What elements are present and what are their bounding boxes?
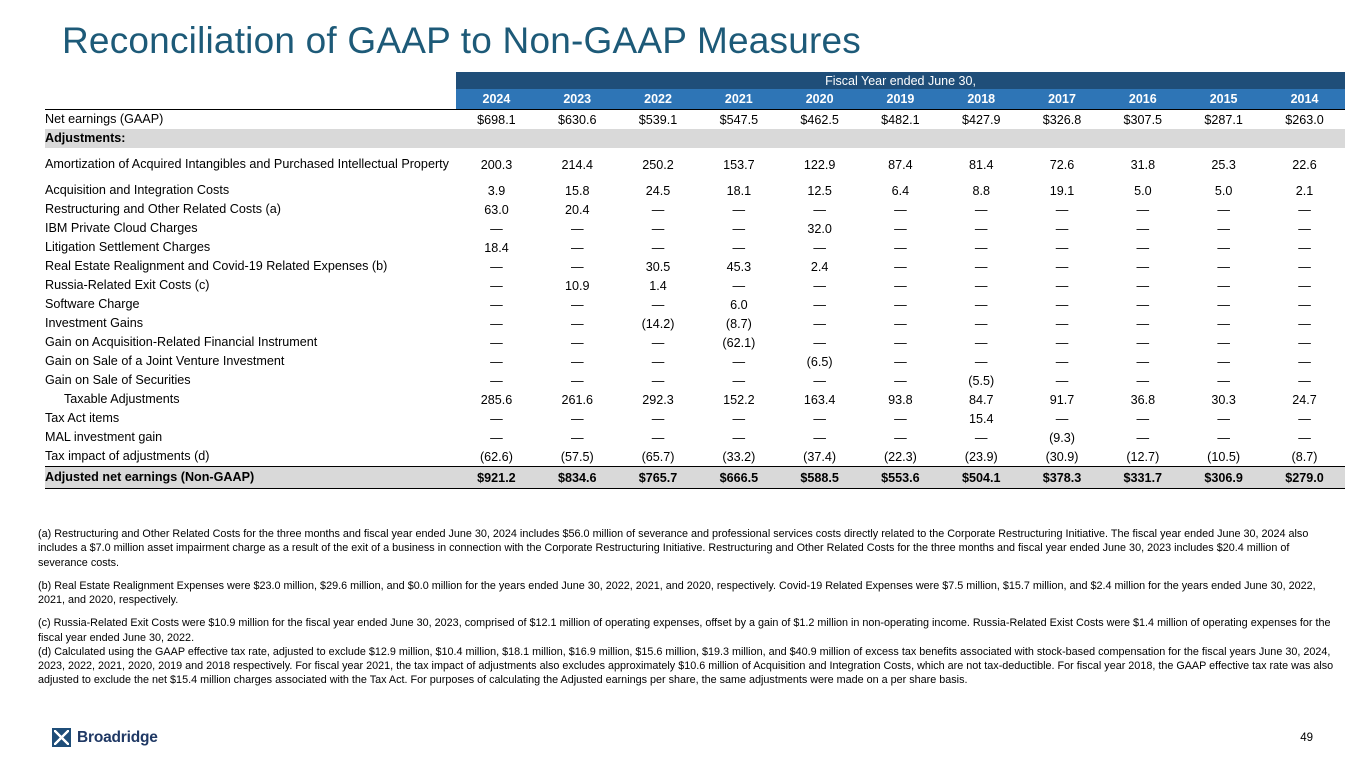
cell-12-2018: 84.7 — [968, 392, 994, 407]
cell-net-earnings-2021: $547.5 — [698, 110, 779, 130]
cell-10-2020: (6.5) — [806, 354, 833, 369]
cell-13-2021: — — [732, 411, 746, 426]
cell-7-2021: 6.0 — [730, 297, 748, 312]
cell-12-2024: 285.6 — [480, 392, 513, 407]
cell-11-2024: — — [490, 373, 503, 388]
cell-0-2020: 122.9 — [803, 157, 836, 172]
cell-7-2023: — — [570, 297, 584, 312]
row-net-earnings — [45, 110, 1345, 130]
cell-14-2018: — — [974, 430, 988, 445]
year-header-2019: 2019 — [860, 89, 941, 110]
table-units-note-cell — [45, 72, 456, 89]
cell-13-2024: — — [490, 411, 503, 426]
cell-7-2014: — — [1298, 297, 1311, 312]
cell-adjusted-2021: $666.5 — [698, 467, 779, 489]
cell-7-2017: — — [1055, 297, 1069, 312]
cell-6-2014: — — [1298, 278, 1311, 293]
page-number: 49 — [1300, 732, 1313, 744]
cell-1-2019: 6.4 — [891, 183, 910, 198]
cell-10-2024: — — [490, 354, 503, 369]
row-label: IBM Private Cloud Charges — [45, 220, 198, 235]
cell-10-2019: — — [894, 354, 907, 369]
table-header-years — [45, 89, 1345, 110]
cell-12-2014: 24.7 — [1292, 392, 1317, 407]
table-row — [45, 148, 1345, 181]
page-title: Reconciliation of GAAP to Non-GAAP Measures — [62, 20, 862, 61]
cell-3-2019: — — [894, 221, 907, 236]
year-header-2020: 2020 — [779, 89, 860, 110]
cell-14-2023: — — [570, 430, 584, 445]
cell-13-2022: — — [651, 411, 665, 426]
table-row — [45, 219, 1345, 238]
row-label: Tax impact of adjustments (d) — [45, 448, 210, 463]
cell-3-2014: — — [1298, 221, 1311, 236]
cell-7-2019: — — [894, 297, 907, 312]
cell-10-2022: — — [651, 354, 665, 369]
cell-net-earnings-2016: $307.5 — [1102, 110, 1183, 130]
row-label: Gain on Acquisition-Related Financial Instrument — [45, 334, 318, 349]
cell-6-2019: — — [894, 278, 907, 293]
cell-5-2022: 30.5 — [645, 259, 671, 274]
cell-2-2021: — — [732, 202, 746, 217]
cell-0-2015: 25.3 — [1211, 157, 1236, 172]
cell-1-2014: 2.1 — [1295, 183, 1314, 198]
row-label: Russia-Related Exit Costs (c) — [45, 277, 210, 292]
cell-0-2019: 87.4 — [888, 157, 913, 172]
cell-3-2021: — — [732, 221, 746, 236]
cell-net-earnings-2018: $427.9 — [941, 110, 1022, 130]
cell-12-2020: 163.4 — [803, 392, 836, 407]
cell-14-2015: — — [1217, 430, 1230, 445]
cell-net-earnings-2015: $287.1 — [1183, 110, 1264, 130]
cell-3-2022: — — [651, 221, 665, 236]
cell-15-2018: (23.9) — [964, 449, 998, 464]
row-label: Gain on Sale of Securities — [45, 372, 191, 387]
cell-14-2019: — — [894, 430, 907, 445]
year-header-2023: 2023 — [537, 89, 618, 110]
cell-8-2023: — — [570, 316, 584, 331]
footnote-b: (b) Real Estate Realignment Expenses were $23.0 million, $29.6 million, and $0.0 million for the years ended June 30, 2022, 2021, and 2020, respectively. Covid-19 Related Expenses were $7.5 million, $15.7 million, and $2.4 million for the years ended June 30, 2022, 2021, and 2020, respectively. — [38, 579, 1316, 606]
cell-13-2023: — — [570, 411, 584, 426]
cell-0-2022: 250.2 — [642, 157, 674, 172]
cell-2-2022: — — [651, 202, 665, 217]
cell-6-2015: — — [1217, 278, 1230, 293]
cell-2-2017: — — [1055, 202, 1069, 217]
cell-7-2020: — — [813, 297, 826, 312]
cell-net-earnings-2022: $539.1 — [618, 110, 699, 130]
cell-5-2016: — — [1136, 259, 1150, 274]
table-header-fiscal-year — [45, 72, 1345, 89]
cell-14-2020: — — [813, 430, 826, 445]
cell-net-earnings-2017: $326.8 — [1022, 110, 1103, 130]
cell-11-2014: — — [1298, 373, 1311, 388]
cell-empty — [1022, 129, 1103, 148]
cell-3-2016: — — [1136, 221, 1150, 236]
cell-11-2019: — — [894, 373, 907, 388]
cell-12-2017: 91.7 — [1049, 392, 1075, 407]
table-row — [45, 333, 1345, 352]
row-adjustments-header — [45, 129, 1345, 148]
cell-13-2019: — — [894, 411, 907, 426]
cell-9-2018: — — [974, 335, 988, 350]
cell-12-2023: 261.6 — [561, 392, 593, 407]
cell-11-2016: — — [1136, 373, 1150, 388]
cell-5-2017: — — [1055, 259, 1069, 274]
cell-3-2018: — — [974, 221, 988, 236]
row-label: Net earnings (GAAP) — [45, 110, 456, 130]
footnote-d: (d) Calculated using the GAAP effective tax rate, adjusted to exclude $12.9 million, $10.4 million, $18.1 million, $16.9 million, $15.6 million, $19.3 million, and $40.9 million of excess tax benefits associated with stock-based compensation for the fiscal years June 30, 2024, 2023, 2022, 2021, 2020, 2019 and 2018 respectively. For fiscal year 2021, the tax impact of adjustments also excludes approximately $10.6 million of Acquisition and Integration Costs, which are not tax-deductible. For fiscal year 2018, the GAAP effective tax rate was also adjusted to exclude the net $15.4 million charges associated with the Tax Act. For purposes of calculating the Adjusted earnings per share, the same adjustments were made on a per share basis. — [38, 645, 1334, 687]
cell-5-2018: — — [974, 259, 988, 274]
cell-4-2021: — — [732, 240, 746, 255]
table-row — [45, 181, 1345, 200]
table-row — [45, 371, 1345, 390]
cell-10-2016: — — [1136, 354, 1150, 369]
cell-10-2021: — — [732, 354, 746, 369]
cell-2-2015: — — [1217, 202, 1230, 217]
cell-5-2021: 45.3 — [726, 259, 752, 274]
cell-12-2022: 292.3 — [642, 392, 674, 407]
cell-0-2023: 214.4 — [561, 157, 593, 172]
cell-5-2023: — — [570, 259, 584, 274]
cell-2-2020: — — [813, 202, 826, 217]
cell-1-2015: 5.0 — [1214, 183, 1233, 198]
broadridge-logo — [52, 728, 158, 747]
cell-1-2020: 12.5 — [807, 183, 832, 198]
table-row — [45, 295, 1345, 314]
cell-9-2023: — — [570, 335, 584, 350]
row-label: Amortization of Acquired Intangibles and Purchased Intellectual Property — [45, 156, 449, 171]
row-label: Investment Gains — [45, 315, 143, 330]
cell-4-2016: — — [1136, 240, 1150, 255]
row-label: Acquisition and Integration Costs — [45, 182, 230, 197]
cell-0-2016: 31.8 — [1130, 157, 1156, 172]
cell-8-2016: — — [1136, 316, 1150, 331]
cell-4-2020: — — [813, 240, 826, 255]
cell-6-2022: 1.4 — [649, 278, 667, 293]
cell-15-2019: (22.3) — [883, 449, 917, 464]
cell-15-2020: (37.4) — [803, 449, 837, 464]
row-label: Tax Act items — [45, 410, 120, 425]
cell-1-2021: 18.1 — [726, 183, 752, 198]
reconciliation-table — [45, 72, 1345, 489]
cell-11-2023: — — [570, 373, 584, 388]
cell-empty — [860, 129, 941, 148]
cell-3-2015: — — [1217, 221, 1230, 236]
row-label: Adjustments: — [45, 129, 456, 148]
cell-14-2014: — — [1298, 430, 1311, 445]
cell-empty — [1102, 129, 1183, 148]
table-row — [45, 200, 1345, 219]
cell-8-2022: (14.2) — [641, 316, 675, 331]
cell-14-2017: (9.3) — [1049, 430, 1075, 445]
cell-15-2022: (65.7) — [641, 449, 675, 464]
footnotes — [38, 527, 1338, 688]
cell-7-2018: — — [974, 297, 988, 312]
cell-empty — [456, 129, 537, 148]
cell-empty — [779, 129, 860, 148]
units-note: Dollars in millions, except per share amounts — [45, 89, 456, 110]
fiscal-year-header-label: Fiscal Year ended June 30, — [456, 72, 1345, 89]
cell-6-2020: — — [813, 278, 826, 293]
cell-adjusted-2014: $279.0 — [1264, 467, 1345, 489]
cell-4-2022: — — [651, 240, 665, 255]
table-row — [45, 390, 1345, 409]
cell-5-2024: — — [490, 259, 503, 274]
cell-9-2014: — — [1298, 335, 1311, 350]
cell-14-2024: — — [490, 430, 503, 445]
year-header-2015: 2015 — [1183, 89, 1264, 110]
cell-net-earnings-2023: $630.6 — [537, 110, 618, 130]
cell-10-2017: — — [1055, 354, 1069, 369]
cell-8-2015: — — [1217, 316, 1230, 331]
cell-15-2021: (33.2) — [722, 449, 756, 464]
row-label: Taxable Adjustments — [64, 391, 180, 406]
cell-2-2019: — — [894, 202, 907, 217]
cell-1-2023: 15.8 — [564, 183, 590, 198]
cell-8-2020: — — [813, 316, 826, 331]
cell-1-2016: 5.0 — [1134, 183, 1152, 198]
row-label: Software Charge — [45, 296, 140, 311]
cell-4-2019: — — [894, 240, 907, 255]
cell-adjusted-2016: $331.7 — [1102, 467, 1183, 489]
cell-14-2016: — — [1136, 430, 1150, 445]
cell-4-2014: — — [1298, 240, 1311, 255]
cell-net-earnings-2024: $698.1 — [456, 110, 537, 130]
cell-10-2015: — — [1217, 354, 1230, 369]
cell-3-2024: — — [490, 221, 503, 236]
table-row — [45, 447, 1345, 467]
cell-4-2018: — — [974, 240, 988, 255]
cell-adjusted-2017: $378.3 — [1022, 467, 1103, 489]
cell-3-2023: — — [570, 221, 584, 236]
cell-15-2017: (30.9) — [1045, 449, 1079, 464]
cell-9-2021: (62.1) — [722, 335, 756, 350]
cell-11-2022: — — [651, 373, 665, 388]
cell-0-2024: 200.3 — [480, 157, 513, 172]
cell-13-2018: 15.4 — [968, 411, 994, 426]
reconciliation-table-container — [45, 72, 1345, 489]
cell-empty — [618, 129, 699, 148]
cell-adjusted-2019: $553.6 — [860, 467, 941, 489]
table-row — [45, 352, 1345, 371]
cell-4-2017: — — [1055, 240, 1069, 255]
row-label: Gain on Sale of a Joint Venture Investment — [45, 353, 285, 368]
table-row — [45, 257, 1345, 276]
year-header-2016: 2016 — [1102, 89, 1183, 110]
row-label: MAL investment gain — [45, 429, 163, 444]
cell-10-2014: — — [1298, 354, 1311, 369]
cell-9-2015: — — [1217, 335, 1230, 350]
cell-6-2018: — — [974, 278, 988, 293]
cell-15-2015: (10.5) — [1207, 449, 1241, 464]
cell-adjusted-2023: $834.6 — [537, 467, 618, 489]
cell-12-2019: 93.8 — [888, 392, 913, 407]
year-header-2021: 2021 — [698, 89, 779, 110]
cell-0-2018: 81.4 — [968, 157, 994, 172]
year-header-2024: 2024 — [456, 89, 537, 110]
cell-empty — [941, 129, 1022, 148]
cell-1-2024: 3.9 — [487, 183, 506, 198]
cell-7-2022: — — [651, 297, 665, 312]
cell-5-2020: 2.4 — [810, 259, 829, 274]
cell-13-2015: — — [1217, 411, 1230, 426]
cell-adjusted-2022: $765.7 — [618, 467, 699, 489]
cell-8-2019: — — [894, 316, 907, 331]
cell-0-2014: 22.6 — [1292, 157, 1317, 172]
cell-2-2023: 20.4 — [564, 202, 590, 217]
cell-9-2024: — — [490, 335, 503, 350]
cell-4-2023: — — [570, 240, 584, 255]
cell-2-2024: 63.0 — [484, 202, 509, 217]
year-header-2018: 2018 — [941, 89, 1022, 110]
row-adjusted-net-earnings — [45, 467, 1345, 489]
cell-10-2018: — — [974, 354, 988, 369]
cell-15-2014: (8.7) — [1291, 449, 1318, 464]
cell-10-2023: — — [570, 354, 584, 369]
table-row — [45, 314, 1345, 333]
cell-3-2020: 32.0 — [807, 221, 832, 236]
cell-11-2018: (5.5) — [968, 373, 995, 388]
cell-adjusted-2018: $504.1 — [941, 467, 1022, 489]
cell-6-2017: — — [1055, 278, 1069, 293]
table-row — [45, 428, 1345, 447]
cell-9-2022: — — [651, 335, 665, 350]
cell-5-2014: — — [1298, 259, 1311, 274]
cell-14-2021: — — [732, 430, 746, 445]
cell-7-2016: — — [1136, 297, 1150, 312]
cell-9-2019: — — [894, 335, 907, 350]
broadridge-logo-icon — [52, 728, 71, 747]
cell-empty — [537, 129, 618, 148]
cell-13-2014: — — [1298, 411, 1311, 426]
broadridge-logo-text: Broadridge — [77, 728, 158, 746]
row-label: Real Estate Realignment and Covid-19 Related Expenses (b) — [45, 258, 388, 273]
cell-15-2024: (62.6) — [479, 449, 513, 464]
table-row — [45, 276, 1345, 295]
year-header-2017: 2017 — [1022, 89, 1103, 110]
cell-net-earnings-2019: $482.1 — [860, 110, 941, 130]
cell-5-2015: — — [1217, 259, 1230, 274]
cell-7-2024: — — [490, 297, 503, 312]
cell-12-2016: 36.8 — [1130, 392, 1156, 407]
cell-11-2017: — — [1055, 373, 1069, 388]
table-row — [45, 238, 1345, 257]
cell-9-2017: — — [1055, 335, 1069, 350]
cell-3-2017: — — [1055, 221, 1069, 236]
cell-13-2016: — — [1136, 411, 1150, 426]
cell-2-2016: — — [1136, 202, 1150, 217]
cell-0-2017: 72.6 — [1049, 157, 1075, 172]
cell-11-2020: — — [813, 373, 826, 388]
cell-8-2024: — — [490, 316, 503, 331]
cell-2-2014: — — [1298, 202, 1311, 217]
cell-6-2024: — — [490, 278, 503, 293]
cell-6-2016: — — [1136, 278, 1150, 293]
footnote-a: (a) Restructuring and Other Related Costs for the three months and fiscal year ended June 30, 2024 includes $56.0 million of severance and professional services costs directly related to the Corporate Restructuring Initiative. The fiscal year ended June 30, 2024 also includes a $7.0 million asset impairment charge as a result of the exit of a business in connection with the Corporate Restructuring Initiative. Restructuring and Other Related Costs for the three months and fiscal year ended June 30, 2023 includes $20.4 million of severance costs. — [38, 528, 1309, 569]
cell-net-earnings-2014: $263.0 — [1264, 110, 1345, 130]
cell-adjusted-2024: $921.2 — [456, 467, 537, 489]
row-label: Adjusted net earnings (Non-GAAP) — [45, 467, 456, 489]
table-row — [45, 409, 1345, 428]
cell-13-2017: — — [1055, 411, 1069, 426]
cell-empty — [698, 129, 779, 148]
cell-1-2018: 8.8 — [972, 183, 990, 198]
cell-5-2019: — — [894, 259, 907, 274]
cell-1-2022: 24.5 — [645, 183, 671, 198]
cell-7-2015: — — [1217, 297, 1230, 312]
cell-12-2021: 152.2 — [723, 392, 755, 407]
cell-6-2023: 10.9 — [564, 278, 590, 293]
cell-2-2018: — — [974, 202, 988, 217]
cell-13-2020: — — [813, 411, 826, 426]
cell-8-2018: — — [974, 316, 988, 331]
cell-net-earnings-2020: $462.5 — [779, 110, 860, 130]
cell-1-2017: 19.1 — [1049, 183, 1075, 198]
cell-11-2021: — — [732, 373, 746, 388]
cell-11-2015: — — [1217, 373, 1230, 388]
cell-4-2024: 18.4 — [484, 240, 509, 255]
cell-0-2021: 153.7 — [723, 157, 755, 172]
cell-9-2016: — — [1136, 335, 1150, 350]
cell-6-2021: — — [732, 278, 746, 293]
cell-4-2015: — — [1217, 240, 1230, 255]
cell-adjusted-2015: $306.9 — [1183, 467, 1264, 489]
row-label: Restructuring and Other Related Costs (a) — [45, 201, 281, 216]
footnote-c: (c) Russia-Related Exit Costs were $10.9 million for the fiscal year ended June 30, 2023, comprised of $12.1 million of operating expenses, offset by a gain of $1.2 million in non-operating income. Russia-Related Exist Costs were $1.4 million of operating expenses for the fiscal year ended June 30, 2022. — [38, 617, 1331, 644]
year-header-2022: 2022 — [618, 89, 699, 110]
cell-empty — [1183, 129, 1264, 148]
row-label: Litigation Settlement Charges — [45, 239, 211, 254]
cell-14-2022: — — [651, 430, 665, 445]
cell-9-2020: — — [813, 335, 826, 350]
cell-15-2023: (57.5) — [560, 449, 594, 464]
cell-empty — [1264, 129, 1345, 148]
cell-8-2021: (8.7) — [725, 316, 752, 331]
cell-15-2016: (12.7) — [1126, 449, 1160, 464]
cell-8-2014: — — [1298, 316, 1311, 331]
cell-adjusted-2020: $588.5 — [779, 467, 860, 489]
cell-12-2015: 30.3 — [1211, 392, 1236, 407]
cell-8-2017: — — [1055, 316, 1069, 331]
year-header-2014: 2014 — [1264, 89, 1345, 110]
